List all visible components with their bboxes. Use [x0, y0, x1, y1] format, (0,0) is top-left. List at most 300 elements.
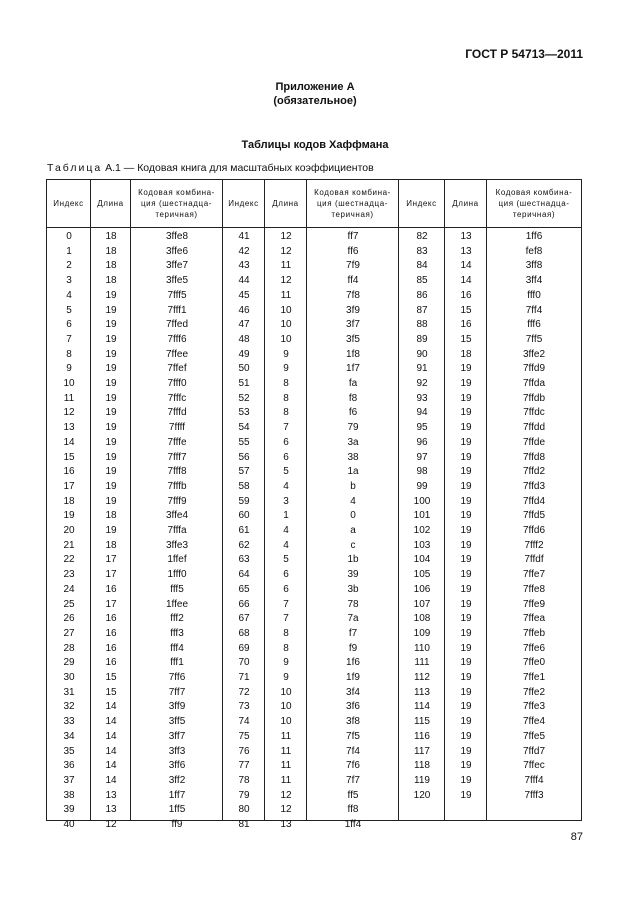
- cell-code: fef8: [525, 245, 543, 257]
- cell-index: 4: [66, 289, 72, 301]
- cell-code: ff5: [347, 789, 359, 801]
- cell-index: 8: [66, 348, 72, 360]
- table-row: [47, 451, 581, 466]
- cell-code: 7ffee: [165, 348, 189, 360]
- cell-index: 34: [63, 730, 75, 742]
- caption-label: Таблица: [47, 162, 103, 174]
- section-title: Таблицы кодов Хаффмана: [241, 139, 389, 151]
- cell-length: 19: [105, 495, 117, 507]
- cell-length: 14: [105, 760, 117, 772]
- cell-length: 12: [280, 231, 292, 242]
- table-row: [47, 627, 581, 642]
- cell-code: 7fff2: [524, 539, 544, 551]
- cell-code: 7ffda: [522, 378, 546, 389]
- cell-length: 19: [460, 495, 472, 507]
- cell-code: 1fff0: [167, 569, 187, 581]
- cell-code: 3ff9: [168, 701, 186, 713]
- cell-code: fff4: [170, 642, 184, 654]
- cell-code: 79: [347, 422, 359, 434]
- cell-code: 7ffde: [522, 436, 546, 448]
- cell-index: 86: [416, 289, 428, 301]
- table-row: [47, 392, 581, 407]
- cell-length: 5: [283, 554, 289, 566]
- cell-index: 75: [238, 730, 250, 742]
- standard-number: ГОСТ Р 54713—2011: [465, 47, 583, 61]
- cell-index: 43: [238, 260, 250, 272]
- cell-length: 19: [460, 745, 472, 757]
- cell-code: 3ff8: [525, 260, 543, 272]
- cell-length: 10: [280, 686, 292, 698]
- cell-length: 7: [283, 598, 289, 610]
- cell-index: 116: [414, 730, 430, 742]
- cell-index: 66: [238, 598, 250, 610]
- table-header: [47, 180, 581, 228]
- cell-length: 12: [280, 804, 292, 816]
- cell-code: 7ffd8: [522, 451, 546, 463]
- cell-length: 14: [105, 701, 117, 713]
- cell-code: 7fffa: [167, 525, 187, 536]
- cell-index: 91: [416, 363, 428, 375]
- cell-code: 3ff7: [168, 730, 186, 742]
- cell-length: 19: [105, 304, 117, 316]
- cell-length: 19: [460, 583, 472, 595]
- table-row: [47, 289, 581, 304]
- cell-length: 19: [105, 319, 117, 331]
- cell-code: 3f4: [346, 686, 360, 698]
- cell-length: 19: [105, 289, 117, 301]
- cell-length: 19: [460, 760, 472, 772]
- cell-length: 6: [283, 436, 289, 448]
- cell-index: 87: [416, 304, 428, 316]
- header-length-3: Длина: [445, 180, 487, 227]
- cell-index: 72: [238, 686, 250, 698]
- cell-index: 117: [414, 745, 430, 757]
- cell-code: 3ff4: [525, 275, 543, 287]
- cell-length: 16: [460, 289, 472, 301]
- cell-code: 7f8: [346, 289, 360, 301]
- cell-index: 79: [238, 789, 250, 801]
- cell-index: 46: [238, 304, 250, 316]
- cell-code: ff4: [347, 275, 359, 287]
- cell-index: 93: [416, 392, 428, 404]
- cell-code: 38: [347, 451, 359, 463]
- cell-index: 35: [63, 745, 75, 757]
- cell-length: 9: [283, 348, 289, 360]
- cell-index: 30: [63, 672, 75, 683]
- cell-code: 7ffec: [523, 760, 545, 772]
- cell-length: 19: [105, 348, 117, 360]
- cell-length: 19: [105, 451, 117, 463]
- cell-length: 13: [280, 819, 292, 830]
- table-row: [47, 465, 581, 480]
- cell-index: 67: [238, 613, 250, 625]
- cell-code: fa: [348, 378, 358, 389]
- cell-length: 19: [460, 539, 472, 551]
- cell-length: 19: [460, 378, 472, 389]
- cell-length: 19: [105, 480, 117, 492]
- cell-length: 19: [460, 730, 472, 742]
- cell-index: 48: [238, 333, 250, 345]
- cell-code: 7fff3: [524, 789, 544, 801]
- appendix-title: Приложение А: [275, 81, 355, 93]
- cell-length: 10: [280, 701, 292, 713]
- cell-index: 39: [63, 804, 75, 816]
- cell-index: 62: [238, 539, 250, 551]
- cell-index: 88: [416, 319, 428, 331]
- header-length-2: Длина: [265, 180, 307, 227]
- cell-length: 19: [460, 436, 472, 448]
- cell-index: 14: [63, 436, 75, 448]
- cell-length: 19: [105, 392, 117, 404]
- cell-index: 100: [413, 495, 431, 507]
- cell-length: 19: [460, 672, 472, 683]
- cell-index: 68: [238, 627, 250, 639]
- cell-length: 17: [105, 569, 117, 581]
- cell-index: 54: [238, 422, 250, 434]
- cell-index: 109: [413, 627, 431, 639]
- caption-text: Кодовая книга для масштабных коэффициентов: [137, 162, 374, 174]
- cell-index: 40: [63, 819, 75, 830]
- cell-code: 1f6: [346, 657, 360, 669]
- cell-length: 4: [283, 525, 289, 536]
- cell-code: 7ffef: [167, 363, 187, 375]
- cell-code: 7ffd6: [522, 525, 546, 536]
- table-row: [47, 789, 581, 804]
- cell-code: 7ffdc: [523, 407, 545, 419]
- cell-code: 3f5: [346, 333, 360, 345]
- table-row: [47, 377, 581, 392]
- table-row: [47, 759, 581, 774]
- cell-index: 20: [63, 525, 75, 536]
- table-row: [47, 333, 581, 348]
- table-row: [47, 730, 581, 745]
- cell-code: fff1: [170, 657, 184, 669]
- cell-length: 8: [283, 627, 289, 639]
- cell-code: 7ffe6: [522, 642, 546, 654]
- cell-index: 115: [414, 716, 430, 728]
- header-length-1: Длина: [91, 180, 131, 227]
- table-row: [47, 245, 581, 260]
- cell-code: c: [350, 539, 356, 551]
- cell-length: 11: [280, 289, 292, 301]
- cell-length: 19: [105, 525, 117, 536]
- cell-index: 28: [63, 642, 75, 654]
- cell-index: 12: [63, 407, 75, 419]
- cell-code: 7ffe1: [522, 672, 546, 683]
- cell-index: 85: [416, 275, 428, 287]
- cell-length: 11: [280, 730, 292, 742]
- cell-code: 7ffea: [522, 613, 546, 625]
- cell-index: 60: [238, 510, 250, 522]
- table-row: [47, 348, 581, 363]
- cell-code: 7ffdd: [522, 422, 546, 434]
- cell-length: 15: [105, 672, 117, 683]
- cell-index: 38: [63, 789, 75, 801]
- cell-code: 7ffdb: [522, 392, 546, 404]
- cell-code: fff5: [170, 583, 184, 595]
- cell-code: 7ffe8: [522, 583, 546, 595]
- cell-index: 89: [416, 333, 428, 345]
- table-row: [47, 524, 581, 539]
- header-code-3: Кодовая комбина-ция (шестнадца-теричная): [495, 188, 573, 219]
- cell-index: 53: [238, 407, 250, 419]
- cell-length: 16: [105, 627, 117, 639]
- cell-length: 8: [283, 392, 289, 404]
- cell-index: 119: [414, 774, 430, 786]
- cell-code: 1ff5: [168, 804, 186, 816]
- cell-length: 19: [460, 363, 472, 375]
- cell-code: 3ffe4: [165, 510, 189, 522]
- table-row: [47, 642, 581, 657]
- cell-code: 3ff3: [168, 745, 186, 757]
- table-row: [47, 539, 581, 554]
- cell-length: 19: [105, 333, 117, 345]
- cell-index: 7: [66, 333, 72, 345]
- cell-index: 64: [238, 569, 250, 581]
- cell-index: 9: [66, 363, 72, 375]
- cell-code: 0: [350, 510, 356, 522]
- cell-length: 19: [460, 686, 472, 698]
- huffman-table: [46, 179, 582, 830]
- cell-index: 97: [416, 451, 428, 463]
- cell-length: 14: [460, 260, 472, 272]
- cell-index: 110: [414, 642, 430, 654]
- cell-index: 29: [63, 657, 75, 669]
- table-row: [47, 612, 581, 627]
- cell-length: 19: [460, 554, 472, 566]
- table-caption: [47, 162, 374, 174]
- cell-length: 18: [105, 539, 117, 551]
- cell-length: 19: [460, 701, 472, 713]
- cell-index: 106: [413, 583, 431, 595]
- cell-code: 7ffd2: [522, 466, 546, 478]
- cell-code: 1ffef: [167, 554, 187, 566]
- cell-index: 71: [238, 672, 250, 683]
- cell-length: 11: [280, 760, 292, 772]
- cell-length: 11: [280, 260, 292, 272]
- cell-index: 61: [238, 525, 250, 536]
- cell-code: 7ff4: [525, 304, 543, 316]
- cell-index: 41: [238, 231, 250, 242]
- cell-length: 19: [105, 407, 117, 419]
- cell-index: 94: [416, 407, 428, 419]
- cell-code: 7ffe4: [522, 716, 546, 728]
- cell-length: 18: [105, 245, 117, 257]
- appendix-heading: [0, 80, 630, 108]
- cell-length: 19: [460, 407, 472, 419]
- cell-length: 10: [280, 304, 292, 316]
- cell-code: 1f9: [346, 672, 360, 683]
- cell-length: 4: [283, 539, 289, 551]
- cell-code: 7ffe0: [522, 657, 546, 669]
- cell-code: 1f8: [346, 348, 360, 360]
- cell-code: fff3: [170, 627, 184, 639]
- cell-length: 19: [460, 451, 472, 463]
- cell-length: 9: [283, 672, 289, 683]
- cell-index: 6: [66, 319, 72, 331]
- cell-length: 6: [283, 569, 289, 581]
- cell-code: 3ff6: [168, 760, 186, 772]
- cell-code: f8: [348, 392, 358, 404]
- table-row: [47, 818, 581, 833]
- cell-code: ff7: [347, 231, 359, 242]
- cell-index: 17: [63, 480, 75, 492]
- cell-index: 113: [414, 686, 430, 698]
- cell-length: 8: [283, 378, 289, 389]
- cell-index: 107: [413, 598, 431, 610]
- cell-index: 55: [238, 436, 250, 448]
- cell-index: 65: [238, 583, 250, 595]
- table-row: [47, 304, 581, 319]
- cell-code: 7fffe: [167, 436, 187, 448]
- cell-length: 10: [280, 319, 292, 331]
- cell-length: 8: [283, 407, 289, 419]
- cell-code: 7ffe2: [522, 686, 546, 698]
- cell-length: 12: [280, 789, 292, 801]
- cell-index: 47: [238, 319, 250, 331]
- cell-code: 7ffe5: [522, 730, 546, 742]
- cell-length: 15: [105, 686, 117, 698]
- cell-index: 111: [414, 657, 430, 669]
- table-row: [47, 406, 581, 421]
- header-code-1: Кодовая комбина-ция (шестнадца-теричная): [131, 180, 223, 227]
- cell-code: 4: [350, 495, 356, 507]
- table-row: [47, 745, 581, 760]
- cell-length: 19: [460, 657, 472, 669]
- cell-index: 16: [63, 466, 75, 478]
- cell-code: 1f7: [346, 363, 360, 375]
- cell-index: 104: [413, 554, 431, 566]
- cell-index: 83: [416, 245, 428, 257]
- table-row: [47, 495, 581, 510]
- cell-code: 3a: [347, 436, 359, 448]
- cell-length: 19: [460, 392, 472, 404]
- table-row: [47, 509, 581, 524]
- cell-code: 7ffd4: [522, 495, 546, 507]
- cell-length: 7: [283, 422, 289, 434]
- cell-length: 12: [105, 819, 117, 830]
- caption-number: А.1 —: [102, 162, 138, 174]
- cell-length: 17: [105, 598, 117, 610]
- cell-length: 14: [105, 730, 117, 742]
- cell-code: 7ffff: [168, 422, 186, 434]
- cell-index: 95: [416, 422, 428, 434]
- cell-length: 16: [105, 583, 117, 595]
- cell-index: 0: [66, 231, 72, 242]
- cell-index: 80: [238, 804, 250, 816]
- cell-index: 101: [413, 510, 431, 522]
- cell-code: 3f8: [346, 716, 360, 728]
- cell-code: 7ffd5: [522, 510, 546, 522]
- cell-length: 10: [280, 333, 292, 345]
- cell-index: 77: [238, 760, 250, 772]
- cell-index: 96: [416, 436, 428, 448]
- cell-length: 16: [105, 613, 117, 625]
- cell-index: 112: [414, 672, 430, 683]
- table-row: [47, 274, 581, 289]
- cell-code: f7: [348, 627, 358, 639]
- cell-length: 19: [460, 525, 472, 536]
- cell-index: 81: [238, 819, 250, 830]
- cell-length: 12: [280, 275, 292, 287]
- cell-index: 25: [63, 598, 75, 610]
- cell-index: 58: [238, 480, 250, 492]
- cell-code: 7f4: [346, 745, 360, 757]
- cell-index: 102: [413, 525, 431, 536]
- cell-code: 1ffee: [165, 598, 189, 610]
- cell-length: 13: [460, 231, 472, 242]
- cell-index: 37: [63, 774, 75, 786]
- cell-length: 11: [280, 745, 292, 757]
- cell-length: 18: [460, 348, 472, 360]
- cell-index: 105: [413, 569, 431, 581]
- cell-length: 14: [105, 745, 117, 757]
- cell-code: 7f7: [346, 774, 360, 786]
- cell-index: 13: [63, 422, 75, 434]
- cell-code: 7fff5: [167, 289, 187, 301]
- cell-length: 10: [280, 716, 292, 728]
- cell-code: 7ffd7: [522, 745, 546, 757]
- cell-length: 17: [105, 554, 117, 566]
- cell-index: 18: [63, 495, 75, 507]
- cell-code: 39: [347, 569, 359, 581]
- cell-code: 7ffe3: [522, 701, 546, 713]
- cell-length: 16: [105, 642, 117, 654]
- cell-index: 22: [63, 554, 75, 566]
- cell-code: 7ff7: [168, 686, 186, 698]
- cell-index: 63: [238, 554, 250, 566]
- cell-length: 19: [460, 480, 472, 492]
- cell-index: 76: [238, 745, 250, 757]
- cell-length: 19: [105, 363, 117, 375]
- cell-code: 3ffe8: [165, 231, 189, 242]
- cell-code: 7fff8: [167, 466, 187, 478]
- cell-code: 7ffeb: [522, 627, 546, 639]
- cell-length: 15: [460, 333, 472, 345]
- cell-length: 19: [460, 613, 472, 625]
- cell-index: 15: [63, 451, 75, 463]
- cell-length: 19: [460, 774, 472, 786]
- cell-code: 7f6: [346, 760, 360, 772]
- cell-length: 19: [460, 789, 472, 801]
- cell-length: 13: [105, 789, 117, 801]
- cell-length: 19: [105, 436, 117, 448]
- cell-code: 3ff5: [168, 716, 186, 728]
- table-row: [47, 656, 581, 671]
- cell-code: 7f9: [346, 260, 360, 272]
- table-row: [47, 480, 581, 495]
- table-row: [47, 568, 581, 583]
- cell-code: 1ff7: [168, 789, 186, 801]
- cell-index: 36: [63, 760, 75, 772]
- cell-length: 1: [283, 510, 289, 522]
- cell-length: 19: [460, 716, 472, 728]
- cell-code: 7ffe7: [522, 569, 546, 581]
- cell-code: fff6: [527, 319, 541, 331]
- cell-code: 3ff2: [168, 774, 186, 786]
- cell-length: 18: [105, 231, 117, 242]
- cell-index: 69: [238, 642, 250, 654]
- cell-code: 7ff5: [525, 333, 543, 345]
- cell-index: 56: [238, 451, 250, 463]
- table-row: [47, 421, 581, 436]
- cell-length: 14: [105, 774, 117, 786]
- header-code-2: Кодовая комбина-ция (шестнадца-теричная): [307, 180, 399, 227]
- cell-index: 45: [238, 289, 250, 301]
- table-row: [47, 671, 581, 686]
- cell-length: 14: [460, 275, 472, 287]
- cell-code: 3f9: [346, 304, 360, 316]
